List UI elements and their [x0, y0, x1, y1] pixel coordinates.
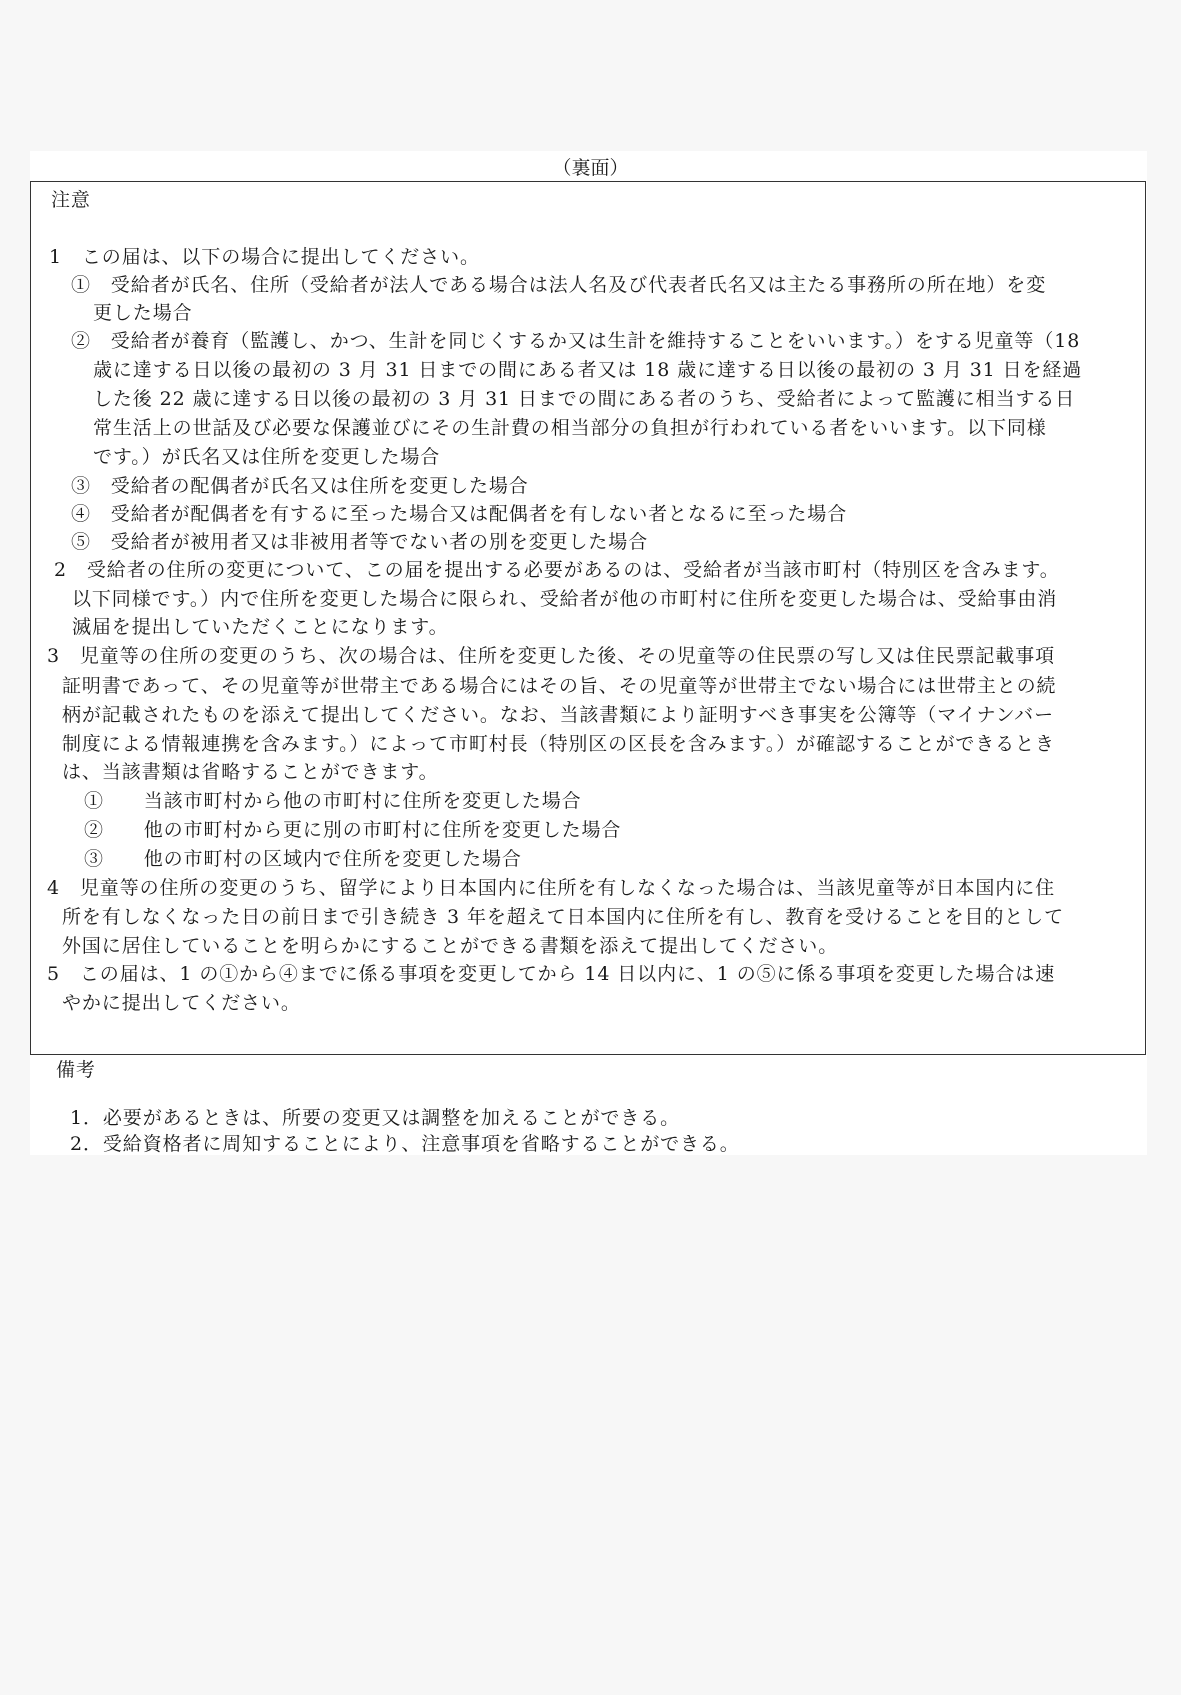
notes-line: ④ 受給者が配偶者を有するに至った場合又は配偶者を有しない者となるに至った場合 — [71, 503, 848, 525]
notes-line: 5 この届は、1 の①から④までに係る事項を変更してから 14 日以内に、1 の⑤に係る事項を変更した場合は速 — [47, 963, 1056, 985]
notes-line: 以下同様です。）内で住所を変更した場合に限られ、受給者が他の市町村に住所を変更した場合は、受給事由消 — [72, 588, 1058, 610]
notes-line: は、当該書類は省略することができます。 — [62, 761, 439, 783]
page-side-title: （裏面） — [552, 157, 629, 179]
notes-line: 4 児童等の住所の変更のうち、留学により日本国内に住所を有しなくなった場合は、当該児童等が日本国内に住 — [47, 877, 1055, 899]
notes-line: 制度による情報連携を含みます。）によって市町村長（特別区の区長を含みます。）が確認することができるとき — [62, 733, 1055, 755]
notes-line: です。）が氏名又は住所を変更した場合 — [93, 446, 441, 468]
notes-line: 外国に居住していることを明らかにすることができる書類を添えて提出してください。 — [62, 935, 839, 957]
notes-line: ⑤ 受給者が被用者又は非被用者等でない者の別を変更した場合 — [71, 531, 649, 553]
notes-line: 滅届を提出していただくことになります。 — [72, 616, 449, 638]
notes-line: 所を有しなくなった日の前日まで引き続き 3 年を超えて日本国内に住所を有し、教育を受けることを目的として — [62, 906, 1064, 928]
remarks-heading: 備考 — [56, 1059, 96, 1081]
notes-line: ① 受給者が氏名、住所（受給者が法人である場合は法人名及び代表者氏名又は主たる事務所の所在地）を変 — [71, 274, 1047, 296]
notes-line: 1 この届は、以下の場合に提出してください。 — [49, 246, 480, 268]
notes-line: ② 受給者が養育（監護し、かつ、生計を同じくするか又は生計を維持することをいいます。）をする児童等（18 — [71, 330, 1081, 352]
notes-line: ③ 受給者の配偶者が氏名又は住所を変更した場合 — [71, 475, 529, 497]
remarks-line: 2．受給資格者に周知することにより、注意事項を省略することができる。 — [70, 1133, 740, 1155]
notes-line: ③ 他の市町村の区域内で住所を変更した場合 — [84, 848, 522, 870]
notes-line: 証明書であって、その児童等が世帯主である場合にはその旨、その児童等が世帯主でない場合には世帯主との続 — [62, 675, 1057, 697]
notes-line: 柄が記載されたものを添えて提出してください。なお、当該書類により証明すべき事実を公簿等（マイナンバー — [62, 704, 1054, 726]
notes-line: ① 当該市町村から他の市町村に住所を変更した場合 — [84, 790, 582, 812]
notes-line: 2 受給者の住所の変更について、この届を提出する必要があるのは、受給者が当該市町村（特別区を含みます。 — [54, 559, 1060, 581]
notes-line: ② 他の市町村から更に別の市町村に住所を変更した場合 — [84, 819, 622, 841]
remarks-line: 1．必要があるときは、所要の変更又は調整を加えることができる。 — [70, 1107, 680, 1129]
notes-line: した後 22 歳に達する日以後の最初の 3 月 31 日までの間にある者のうち、受給者によって監護に相当する日 — [93, 388, 1076, 410]
notes-line: やかに提出してください。 — [62, 992, 301, 1014]
notes-line: 更した場合 — [93, 302, 193, 324]
notes-heading: 注意 — [51, 189, 91, 211]
notes-line: 常生活上の世話及び必要な保護並びにその生計費の相当部分の負担が行われている者をいいます。以下同様 — [93, 417, 1047, 439]
notes-line: 3 児童等の住所の変更のうち、次の場合は、住所を変更した後、その児童等の住民票の写し又は住民票記載事項 — [47, 645, 1055, 667]
notes-line: 歳に達する日以後の最初の 3 月 31 日までの間にある者又は 18 歳に達する日以後の最初の 3 月 31 日を経過 — [93, 359, 1083, 381]
